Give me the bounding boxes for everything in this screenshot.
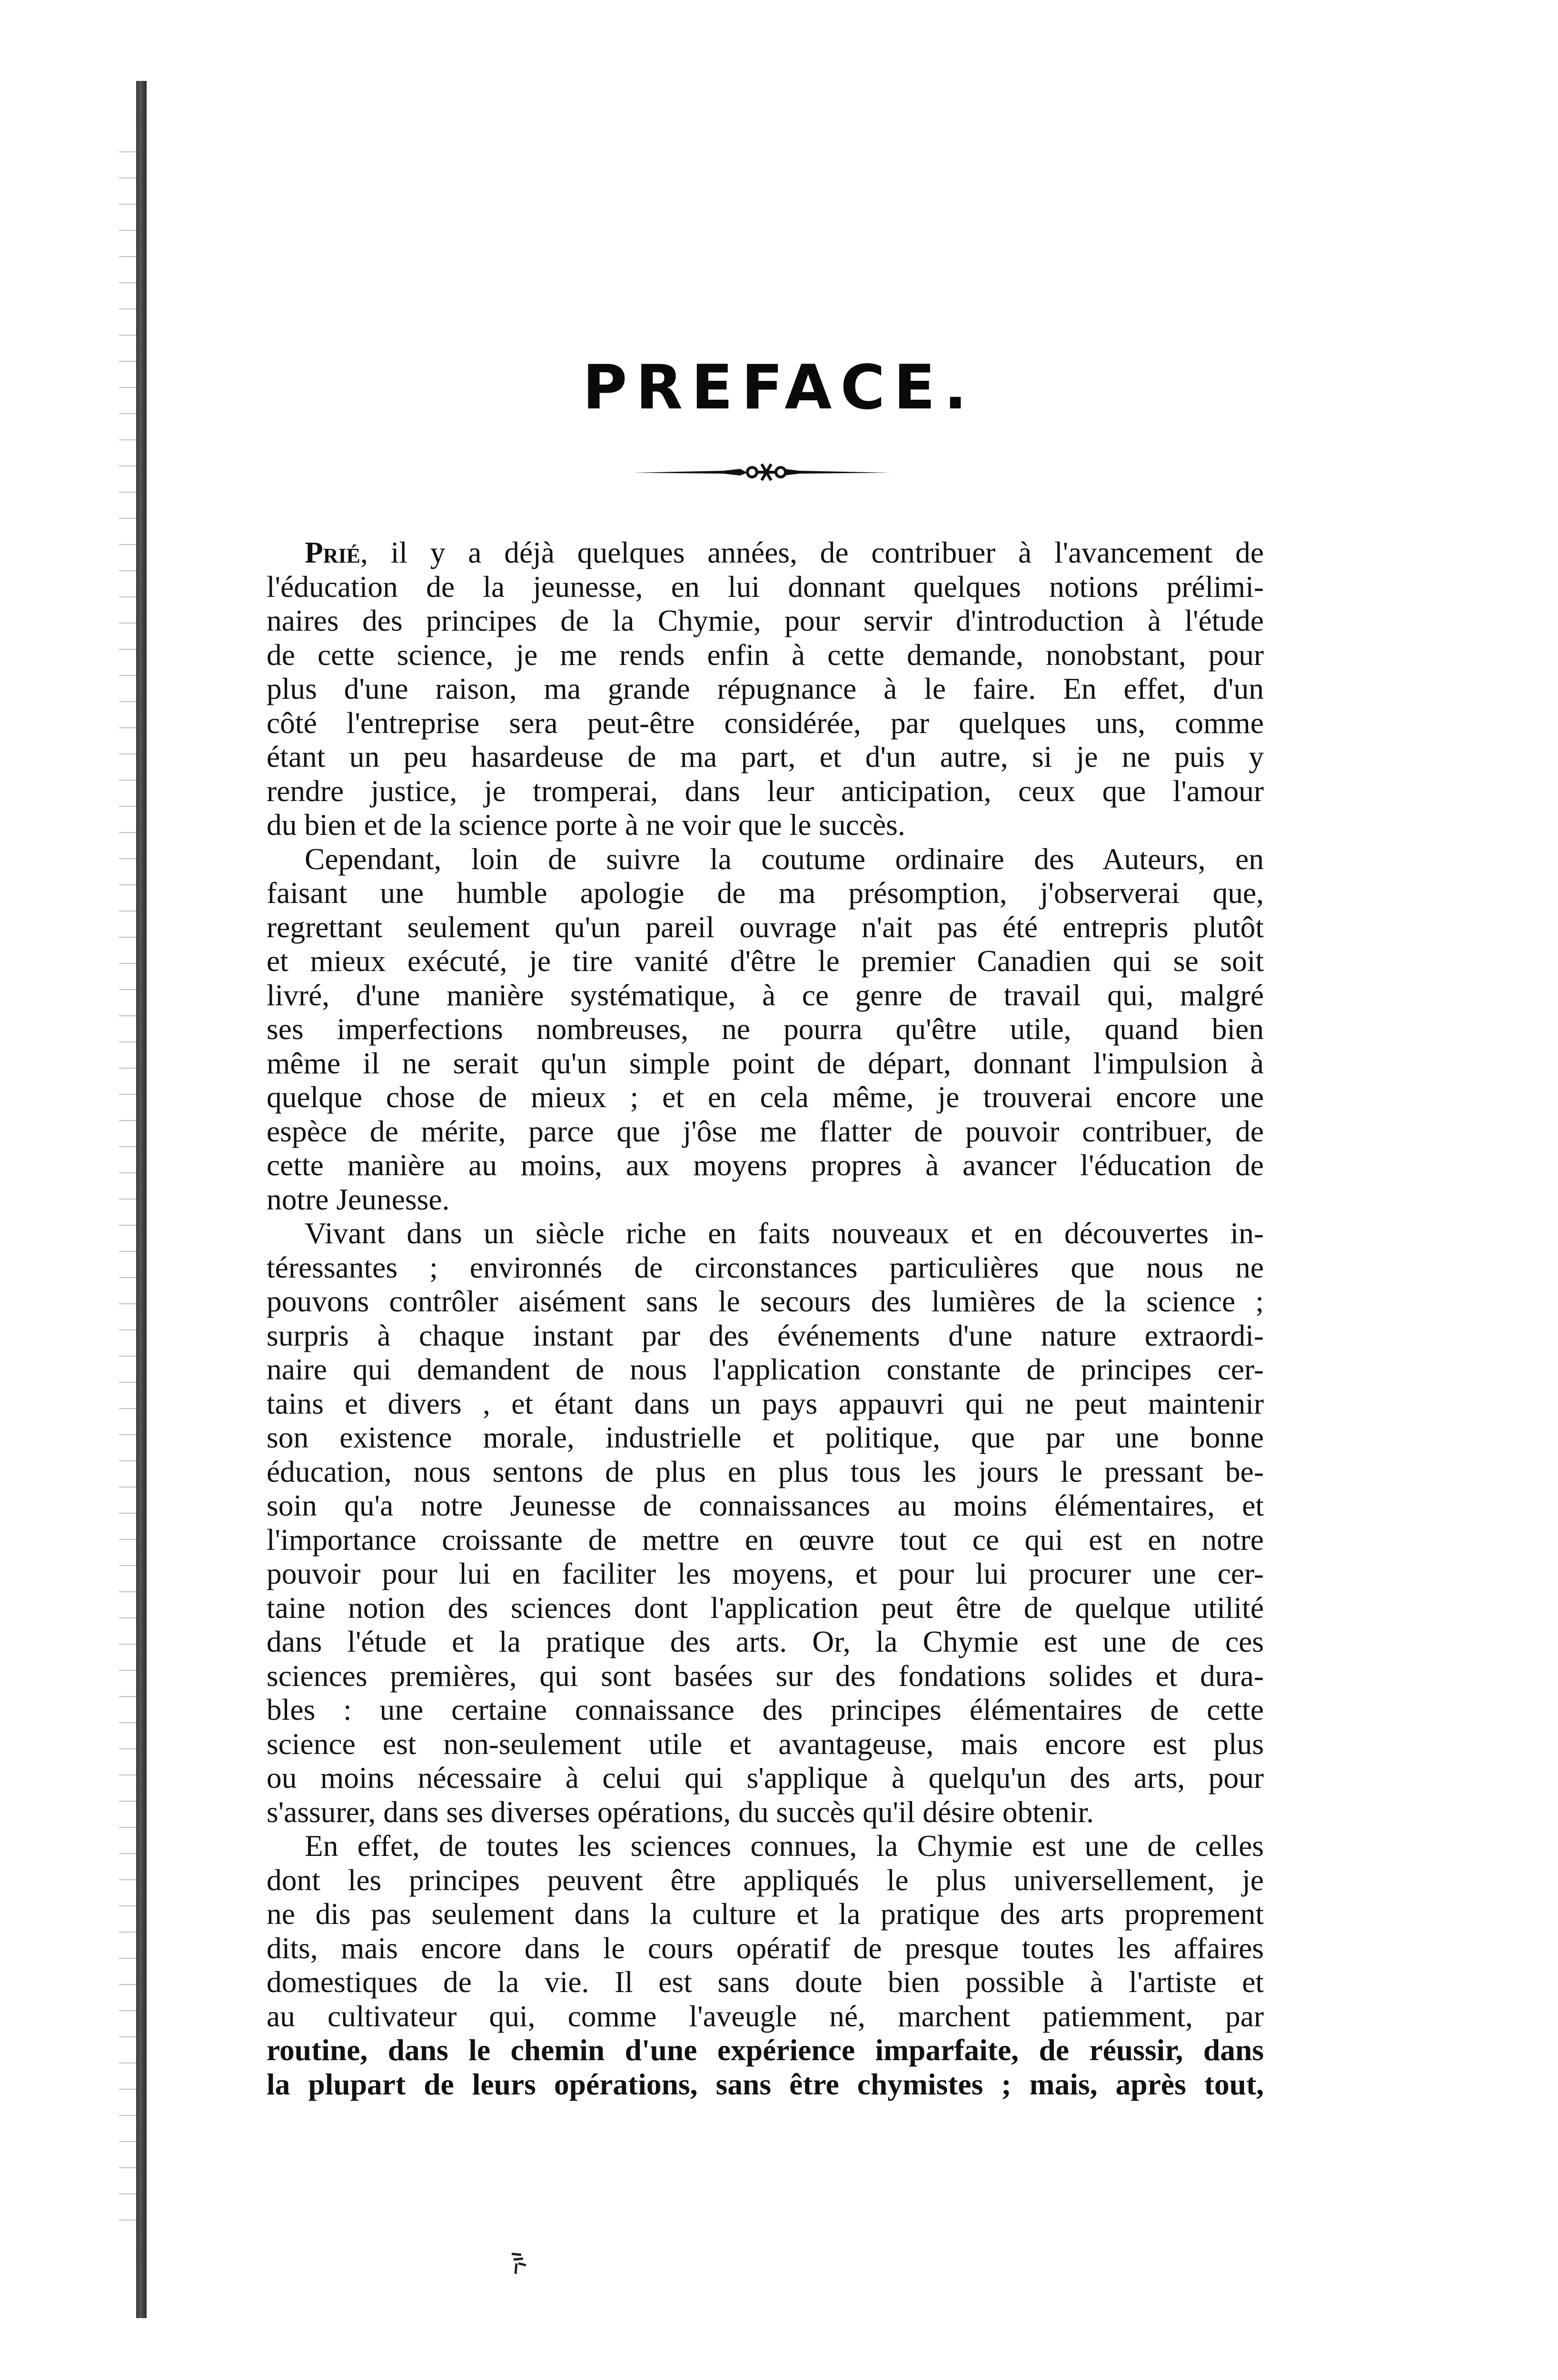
- text-line: regrettant seulement qu'un pareil ouvrage n'ait pas été entrepris plutôt: [267, 910, 1264, 944]
- paragraph-1: [267, 536, 1264, 842]
- text-line: du bien et de la science porte à ne voir que le succès.: [267, 808, 905, 842]
- text-line: de cette science, je me rends enfin à cette demande, nonobstant, pour: [267, 637, 1264, 672]
- text-line: tains et divers , et étant dans un pays appauvri qui ne peut maintenir: [267, 1386, 1264, 1420]
- text-line: En effet, de toutes les sciences connues, la Chymie est une de celles: [305, 1829, 1264, 1863]
- text-line: pouvoir pour lui en faciliter les moyens, et pour lui procurer une cer-: [267, 1557, 1264, 1590]
- text-line: notre Jeunesse.: [267, 1182, 450, 1216]
- text-line: Prié, il y a déjà quelques années, de contribuer à l'avancement de: [305, 536, 1264, 569]
- text-line: ne dis pas seulement dans la culture et la pratique des arts proprement: [267, 1897, 1264, 1931]
- text-line: Vivant dans un siècle riche en faits nouveaux et en découvertes in-: [305, 1216, 1264, 1250]
- text-line: plus d'une raison, ma grande répugnance à le faire. En effet, d'un: [267, 672, 1264, 705]
- text-line: routine, dans le chemin d'une expérience imparfaite, de réussir, dans: [267, 2033, 1264, 2067]
- text-line: naires des principes de la Chymie, pour servir d'introduction à l'étude: [267, 604, 1264, 637]
- text-line: livré, d'une manière systématique, à ce genre de travail qui, malgré: [267, 978, 1264, 1012]
- paragraph-2: [267, 842, 1264, 1217]
- text-line: Cependant, loin de suivre la coutume ordinaire des Auteurs, en: [305, 842, 1264, 876]
- paragraph-4: [267, 1829, 1264, 2101]
- ornamental-divider-icon: [628, 455, 895, 488]
- text-line: au cultivateur qui, comme l'aveugle né, marchent patiemment, par: [267, 1999, 1264, 2033]
- text-line: dans l'étude et la pratique des arts. Or, la Chymie est une de ces: [267, 1625, 1264, 1658]
- text-line: domestiques de la vie. Il est sans doute bien possible à l'artiste et: [267, 1965, 1264, 1999]
- page-title: PREFACE.: [582, 352, 976, 423]
- scan-binding-texture: [119, 143, 138, 2237]
- text-line: faisant une humble apologie de ma présomption, j'observerai que,: [267, 876, 1264, 910]
- text-line: la plupart de leurs opérations, sans être chymistes ; mais, après tout,: [267, 2067, 1264, 2101]
- text-line: et mieux exécuté, je tire vanité d'être le premier Canadien qui se soit: [267, 944, 1264, 978]
- text-line: surpris à chaque instant par des événements d'une nature extraordi-: [267, 1318, 1264, 1352]
- text-line: dont les principes peuvent être appliqués le plus universellement, je: [267, 1863, 1264, 1897]
- text-line: science est non-seulement utile et avantageuse, mais encore est plus: [267, 1726, 1264, 1761]
- preface-body: [267, 536, 1264, 2101]
- text-line: bles : une certaine connaissance des principes élémentaires de cette: [267, 1693, 1264, 1726]
- text-line: sciences premières, qui sont basées sur des fondations solides et dura-: [267, 1658, 1264, 1693]
- text-line: naire qui demandent de nous l'application constante de principes cer-: [267, 1352, 1264, 1386]
- text-line: quelque chose de mieux ; et en cela même, je trouverai encore une: [267, 1080, 1264, 1114]
- text-line: même il ne serait qu'un simple point de départ, donnant l'impulsion à: [267, 1046, 1264, 1080]
- text-line: soin qu'a notre Jeunesse de connaissances au moins élémentaires, et: [267, 1488, 1264, 1522]
- text-line: cette manière au moins, aux moyens propres à avancer l'éducation de: [267, 1148, 1264, 1182]
- text-line: étant un peu hasardeuse de ma part, et d'un autre, si je ne puis y: [267, 740, 1264, 774]
- text-line: dits, mais encore dans le cours opératif de presque toutes les affaires: [267, 1931, 1264, 1965]
- text-line: éducation, nous sentons de plus en plus tous les jours le pressant be-: [267, 1454, 1264, 1488]
- paragraph-3: [267, 1216, 1264, 1829]
- text-line: téressantes ; environnés de circonstances particulières que nous ne: [267, 1250, 1264, 1284]
- text-line: pouvons contrôler aisément sans le secours des lumières de la science ;: [267, 1284, 1264, 1318]
- text-line: l'éducation de la jeunesse, en lui donnant quelques notions prélimi-: [267, 569, 1264, 604]
- text-line: l'importance croissante de mettre en œuvre tout ce qui est en notre: [267, 1522, 1264, 1557]
- text-line: taine notion des sciences dont l'application peut être de quelque utilité: [267, 1590, 1264, 1625]
- text-line: son existence morale, industrielle et politique, que par une bonne: [267, 1420, 1264, 1454]
- text-line: côté l'entreprise sera peut-être considérée, par quelques uns, comme: [267, 705, 1264, 740]
- drop-word: Prié: [305, 536, 361, 569]
- text-line: rendre justice, je tromperai, dans leur anticipation, ceux que l'amour: [267, 774, 1264, 808]
- printer-mark-icon: [502, 2249, 540, 2278]
- text-line: ses imperfections nombreuses, ne pourra qu'être utile, quand bien: [267, 1012, 1264, 1046]
- text-line: espèce de mérite, parce que j'ôse me flatter de pouvoir contribuer, de: [267, 1114, 1264, 1148]
- text-line: ou moins nécessaire à celui qui s'applique à quelqu'un des arts, pour: [267, 1761, 1264, 1795]
- text-line: s'assurer, dans ses diverses opérations, du succès qu'il désire obtenir.: [267, 1795, 1094, 1829]
